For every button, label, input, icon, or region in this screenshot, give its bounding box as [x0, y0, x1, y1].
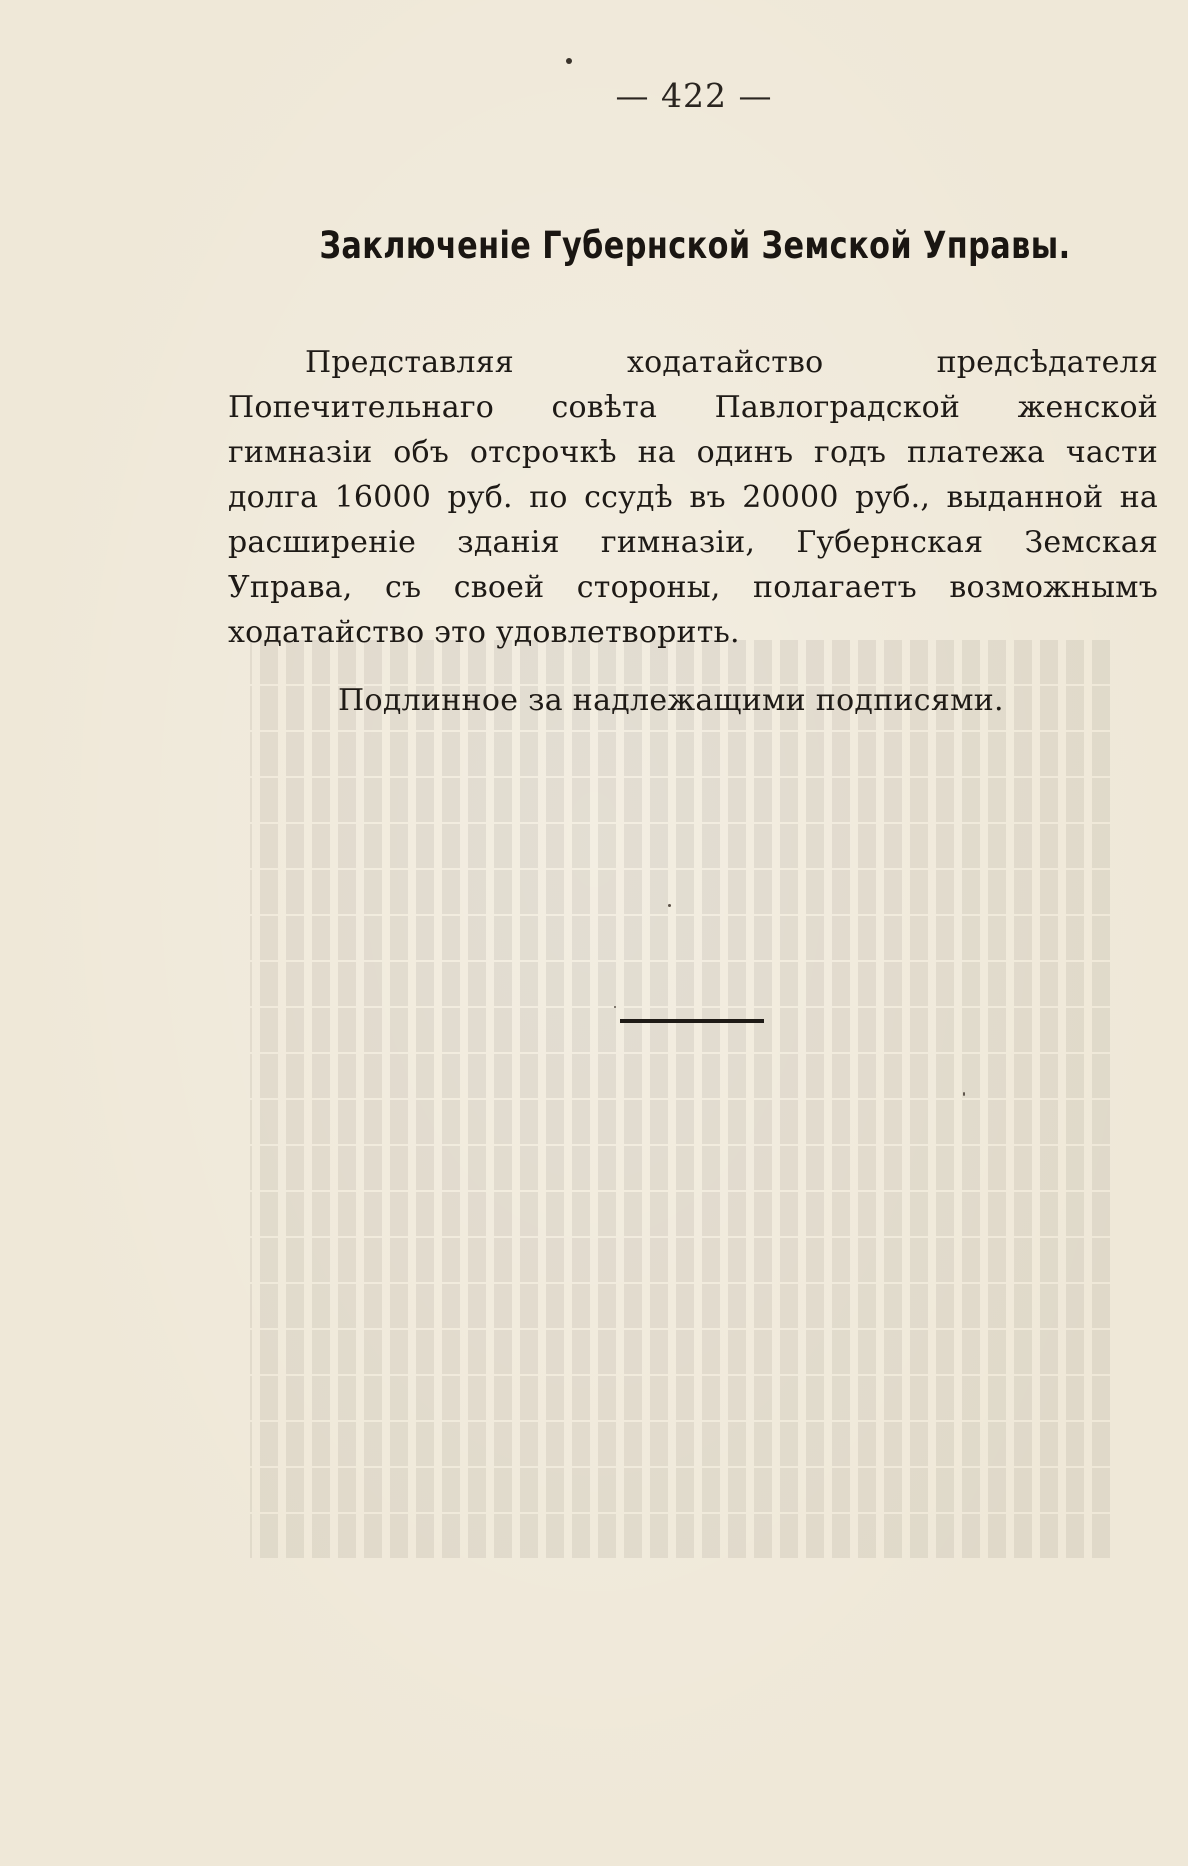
ink-speck: [614, 1006, 616, 1008]
ink-dot: [566, 58, 572, 64]
ink-speck: [668, 904, 671, 907]
bleed-through-texture: [250, 640, 1110, 1640]
page-title: Заключеніе Губернской Земской Управы.: [319, 224, 1071, 267]
signature-note: Подлинное за надлежащими подписями.: [338, 683, 1004, 718]
ink-speck: [963, 1092, 965, 1096]
body-text: [228, 340, 1158, 655]
page-number: — 422 —: [615, 76, 773, 115]
horizontal-rule: [620, 1019, 764, 1023]
main-paragraph: Представляя ходатайство предсѣдателя Попечительнаго совѣта Павлоградской женской гимназіи объ отсрочкѣ на одинъ годъ платежа части долга 16000 руб. по ссудѣ въ 20000 руб., выданной на расширеніе зданія гимназіи, Губернская Земская Управа, съ своей стороны, полагаетъ возможнымъ ходатайство это удовлетворить.: [228, 345, 1158, 650]
